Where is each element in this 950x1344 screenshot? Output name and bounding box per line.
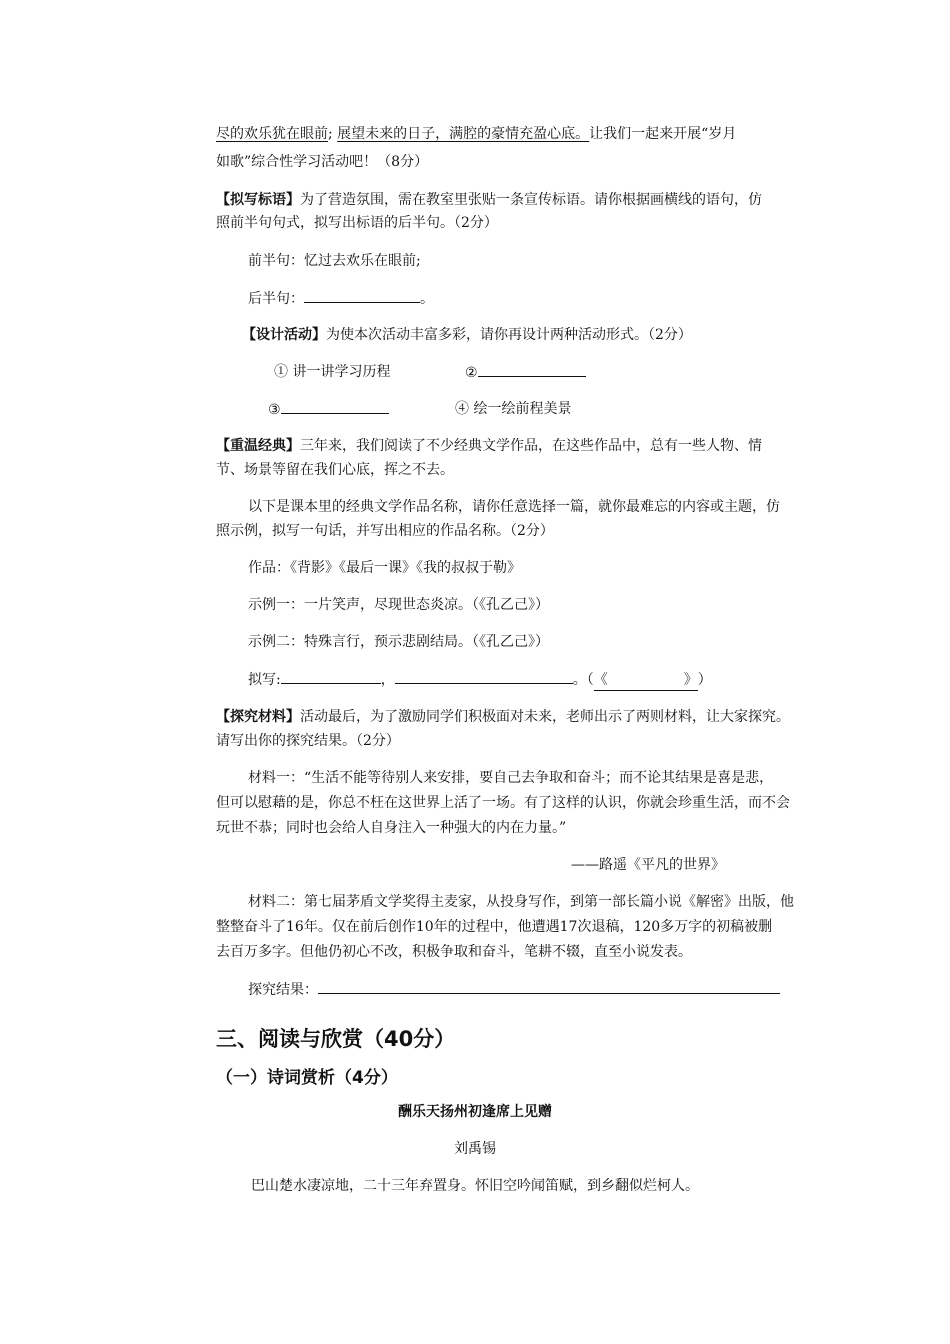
classics-draft-line — [248, 669, 712, 691]
activity-item-3 — [268, 399, 389, 420]
draft-period: 。（ — [572, 672, 594, 688]
intro-underlined-2: 展望未来的日子，满腔的豪情充盈心底。 — [337, 126, 590, 142]
activity-line — [242, 325, 692, 345]
material-2-line-2: 整整奋斗了16年。仅在前后创作10年的过程中，他遭遇17次退稿，120多万字的初稿被删 — [216, 919, 773, 935]
activity-2-blank[interactable] — [478, 362, 586, 377]
classics-line-2: 节、场景等留在我们心底，挥之不去。 — [216, 462, 454, 478]
explore-tag: 【探究材料】 — [216, 709, 300, 725]
book-open: 《 — [593, 672, 608, 688]
material-2-line-3: 去百万多字。但他仍初心不改，积极争取和奋斗，笔耕不辍，直至小说发表。 — [216, 944, 692, 960]
material-1-source: ——路遥《平凡的世界》 — [571, 857, 725, 873]
draft-paren-close: ） — [697, 672, 712, 688]
slogan-line-2: 照前半句句式，拟写出标语的后半句。（2分） — [216, 215, 498, 231]
intro-line-2: 如歌”综合性学习活动吧！（8分） — [216, 154, 429, 170]
slogan-answer-blank[interactable] — [304, 288, 420, 303]
classics-text-1: 三年来，我们阅读了不少经典文学作品，在这些作品中，总有一些人物、情 — [300, 438, 762, 454]
material-1-line-1: 材料一：“生活不能等待别人来安排，要自己去争取和奋斗；而不论其结果是喜是悲， — [248, 770, 774, 786]
draft-work-blank[interactable] — [594, 670, 698, 691]
poem-author: 刘禹锡 — [454, 1141, 496, 1157]
slogan-front: 前半句：忆过去欢乐在眼前; — [248, 253, 421, 269]
activity-item-4: ④ 绘一绘前程美景 — [455, 401, 572, 417]
explore-line-2: 请写出你的探究结果。（2分） — [216, 733, 400, 749]
explore-line-1 — [216, 707, 790, 727]
activity-text: 为使本次活动丰富多彩，请你再设计两种活动形式。（2分） — [326, 327, 692, 343]
draft-comma: ， — [380, 672, 395, 688]
intro-underlined-1: 尽的欢乐犹在眼前 — [216, 126, 328, 142]
classics-line-3: 以下是课本里的经典文学作品名称，请你任意选择一篇，就你最难忘的内容或主题，仿 — [248, 499, 780, 515]
slogan-back-label: 后半句： — [248, 291, 304, 307]
classics-example-2: 示例二：特殊言行，预示悲剧结局。（《孔乙己》） — [248, 634, 549, 650]
draft-label: 拟写: — [248, 672, 281, 688]
classics-example-1: 示例一：一片笑声，尽现世态炎凉。（《孔乙己》） — [248, 597, 549, 613]
activity-tag: 【设计活动】 — [242, 327, 326, 343]
explore-result-line — [248, 979, 780, 1000]
activity-item-3-label: ③ — [268, 402, 281, 418]
intro-line-1 — [216, 124, 736, 144]
slogan-line-1 — [216, 190, 762, 210]
material-1-line-2: 但可以慰藉的是，你总不枉在这世界上活了一场。有了这样的认识，你就会珍重生活，而不会 — [216, 795, 790, 811]
draft-blank-1[interactable] — [281, 669, 381, 684]
poem-line-1: 巴山楚水凄凉地，二十三年弃置身。怀旧空吟闻笛赋，到乡翻似烂柯人。 — [251, 1178, 699, 1194]
intro-text-1: 让我们一起来开展“岁月 — [589, 126, 737, 142]
intro-separator: ; — [328, 126, 338, 142]
classics-works: 作品：《背影》《最后一课》《我的叔叔于勒》 — [248, 560, 521, 576]
explore-text-1: 活动最后，为了激励同学们积极面对未来，老师出示了两则材料，让大家探究。 — [300, 709, 790, 725]
classics-tag: 【重温经典】 — [216, 438, 300, 454]
slogan-back-end: 。 — [420, 291, 434, 307]
activity-3-blank[interactable] — [281, 399, 389, 414]
slogan-tag: 【拟写标语】 — [216, 192, 300, 208]
result-label: 探究结果： — [248, 982, 318, 998]
section-3-title: 三、阅读与欣赏（40分） — [216, 1027, 456, 1051]
classics-line-4: 照示例，拟写一句话，并写出相应的作品名称。（2分） — [216, 523, 554, 539]
activity-item-2 — [465, 362, 586, 383]
poem-title: 酬乐天扬州初逢席上见赠 — [398, 1104, 552, 1120]
material-2-line-1: 材料二：第七届茅盾文学奖得主麦家，从投身写作，到第一部长篇小说《解密》出版，他 — [248, 894, 794, 910]
activity-item-1: ① 讲一讲学习历程 — [274, 364, 391, 380]
activity-item-2-label: ② — [465, 365, 478, 381]
classics-line-1 — [216, 436, 762, 456]
slogan-back-line — [248, 288, 434, 309]
subsection-poetry-title: （一）诗词赏析（4分） — [216, 1068, 398, 1088]
result-blank[interactable] — [318, 979, 780, 994]
slogan-text-1: 为了营造氛围，需在教室里张贴一条宣传标语。请你根据画横线的语句，仿 — [300, 192, 762, 208]
material-1-line-3: 玩世不恭；同时也会给人自身注入一种强大的内在力量。” — [216, 820, 567, 836]
book-close: 》 — [683, 672, 698, 688]
draft-blank-2[interactable] — [395, 669, 573, 684]
